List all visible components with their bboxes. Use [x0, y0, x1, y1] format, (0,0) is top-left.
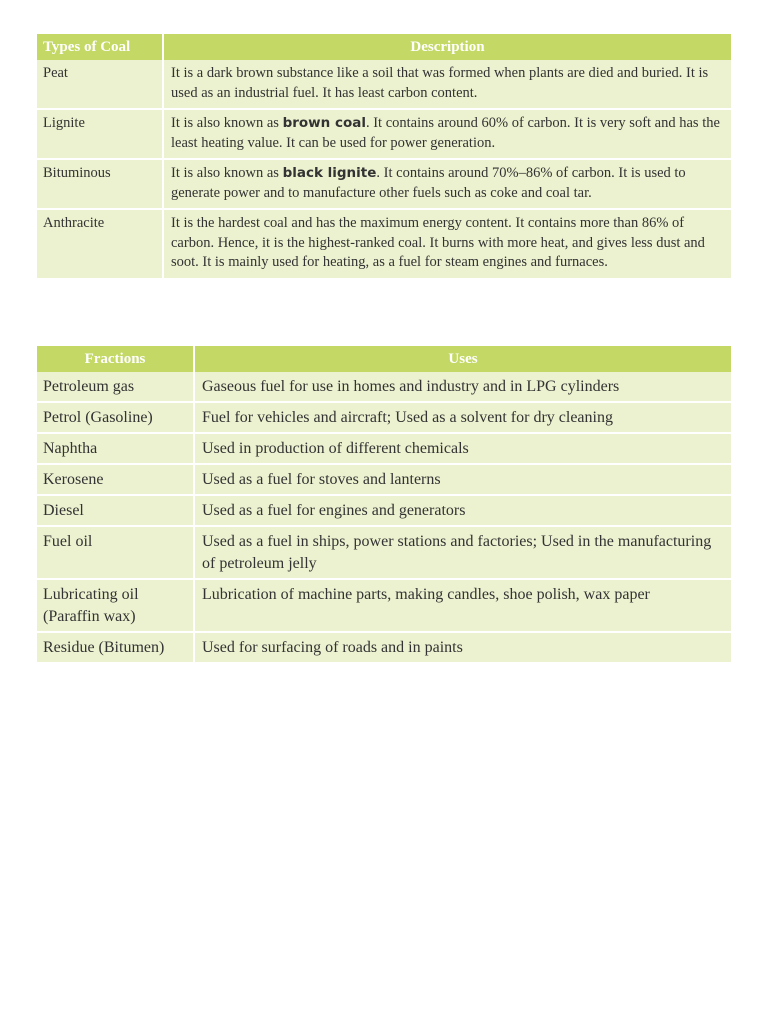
coal-description-cell: It is also known as brown coal. It contains around 60% of carbon. It is very soft and has the least heating value. It can be used for power generation.: [163, 109, 731, 159]
table-row: [37, 632, 731, 663]
table-row: [37, 526, 731, 579]
table-row: [37, 60, 731, 109]
use-cell: Used as a fuel for stoves and lanterns: [194, 464, 731, 495]
coal-description-cell: It is a dark brown substance like a soil that was formed when plants are died and buried. It is used as an industrial fuel. It has least carbon content.: [163, 60, 731, 109]
table-row: [37, 579, 731, 632]
fraction-cell: Residue (Bitumen): [37, 632, 194, 663]
coal-type-cell: Lignite: [37, 109, 163, 159]
table-row: [37, 495, 731, 526]
coal-description-cell: It is also known as black lignite. It contains around 70%–86% of carbon. It is used to generate power and to manufacture other fuels such as coke and coal tar.: [163, 159, 731, 209]
fraction-cell: Kerosene: [37, 464, 194, 495]
use-cell: Used as a fuel in ships, power stations and factories; Used in the manufacturing of petroleum jelly: [194, 526, 731, 579]
header-description: Description: [163, 34, 731, 60]
table-row: [37, 372, 731, 402]
coal-table-header-row: [37, 34, 731, 60]
table-row: [37, 433, 731, 464]
coal-types-table: [37, 34, 731, 280]
table-row: [37, 109, 731, 159]
coal-type-cell: Peat: [37, 60, 163, 109]
use-cell: Used in production of different chemicals: [194, 433, 731, 464]
fractions-table-header-row: [37, 346, 731, 372]
use-cell: Used for surfacing of roads and in paints: [194, 632, 731, 663]
table-row: [37, 159, 731, 209]
bold-term: brown coal: [282, 115, 366, 131]
header-types-of-coal: Types of Coal: [37, 34, 163, 60]
use-cell: Used as a fuel for engines and generators: [194, 495, 731, 526]
table-row: [37, 209, 731, 279]
header-fractions: Fractions: [37, 346, 194, 372]
coal-description-cell: It is the hardest coal and has the maximum energy content. It contains more than 86% of carbon. Hence, it is the highest-ranked coal. It burns with more heat, and gives less dust and soot. It is mainly used for heating, as a fuel for steam engines and furnaces.: [163, 209, 731, 279]
table-row: [37, 464, 731, 495]
petroleum-fractions-table: [37, 346, 731, 664]
header-uses: Uses: [194, 346, 731, 372]
fraction-cell: Petroleum gas: [37, 372, 194, 402]
use-cell: Lubrication of machine parts, making candles, shoe polish, wax paper: [194, 579, 731, 632]
fraction-cell: Diesel: [37, 495, 194, 526]
fraction-cell: Naphtha: [37, 433, 194, 464]
fraction-cell: Lubricating oil (Paraffin wax): [37, 579, 194, 632]
coal-type-cell: Anthracite: [37, 209, 163, 279]
fraction-cell: Petrol (Gasoline): [37, 402, 194, 433]
use-cell: Gaseous fuel for use in homes and industry and in LPG cylinders: [194, 372, 731, 402]
use-cell: Fuel for vehicles and aircraft; Used as a solvent for dry cleaning: [194, 402, 731, 433]
fraction-cell: Fuel oil: [37, 526, 194, 579]
coal-type-cell: Bituminous: [37, 159, 163, 209]
table-row: [37, 402, 731, 433]
bold-term: black lignite: [282, 165, 377, 181]
